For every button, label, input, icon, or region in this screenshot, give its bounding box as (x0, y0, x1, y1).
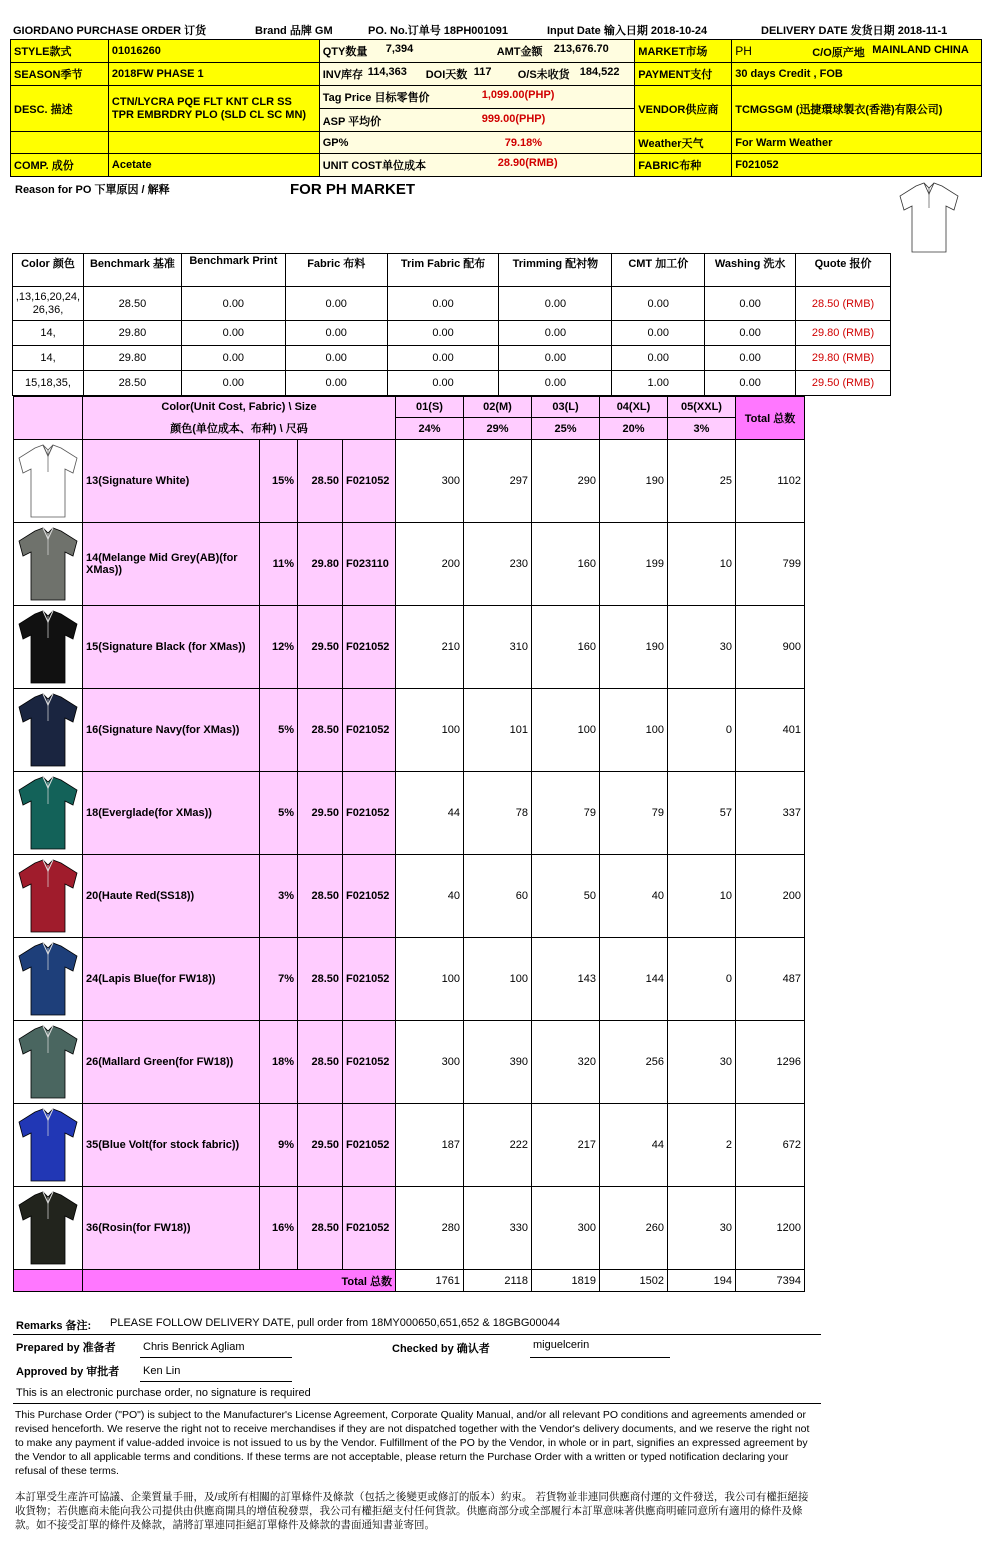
color-name: 24(Lapis Blue(for FW18)) (83, 938, 260, 1021)
size-qty: 143 (532, 938, 600, 1021)
polo-shirt-icon (16, 857, 80, 935)
color-unit-cost: 28.50 (298, 1187, 343, 1270)
color-name: 18(Everglade(for XMas)) (83, 772, 260, 855)
cost-cell: 29.80 (83, 321, 181, 346)
size-qty: 390 (464, 1021, 532, 1104)
polo-sketch-icon (896, 180, 962, 256)
size-qty: 320 (532, 1021, 600, 1104)
doi-label: DOI天数 (425, 69, 468, 81)
color-pct: 11% (260, 523, 298, 606)
company-title: GIORDANO PURCHASE ORDER 订货 (13, 25, 207, 37)
row-total: 799 (736, 523, 805, 606)
payment-label: PAYMENT支付 (635, 63, 732, 86)
color-fabric: F021052 (343, 689, 396, 772)
size-qty: 100 (600, 689, 668, 772)
delivery-date: DELIVERY DATE 发货日期 2018-11-1 (761, 25, 948, 37)
checked-underline (530, 1357, 670, 1358)
size-qty: 44 (396, 772, 464, 855)
color-row (14, 855, 805, 938)
footer-total-xxl: 194 (668, 1270, 736, 1292)
color-pct: 5% (260, 772, 298, 855)
color-row (14, 1187, 805, 1270)
ratio-l: 25% (532, 418, 600, 440)
size-qty: 0 (668, 938, 736, 1021)
cost-cell: 15,18,35, (13, 371, 84, 396)
comp-value: Acetate (108, 154, 319, 177)
cost-table (12, 253, 891, 396)
color-unit-cost: 28.50 (298, 440, 343, 523)
cost-cell: 0.00 (612, 321, 705, 346)
cost-cell: 0.00 (499, 371, 612, 396)
size-header-en: Color(Unit Cost, Fabric) \ Size (83, 397, 396, 418)
ratio-s: 24% (396, 418, 464, 440)
legal-text-en: This Purchase Order ("PO") is subject to the Manufacturer's License Agreement, Corporate Quality Manual, and/or all relevant PO conditions and agreements amended or revised henceforth. We reserve the right not to receive merchandises if they are not dispatched together with the Vendor's delivery documents, and we reserve the right not to make any payment if value-added invoice is not issued to us by the Vendor. Fulfillment of the PO by the Vendor, in whole or in part, signifies an expressed agreement by the Vendor to all applicable terms and conditions. If these terms are not acceptable, please return the Purchase Order with a written or typed notification declaring your refusal of these terms. (15, 1409, 810, 1477)
color-unit-cost: 28.50 (298, 938, 343, 1021)
doi-value: 117 (473, 66, 492, 78)
size-xxl: 05(XXL) (668, 397, 736, 418)
polo-shirt-icon (16, 525, 80, 603)
cost-header-8: Quote 报价 (796, 254, 891, 287)
cost-row (13, 287, 891, 321)
color-fabric: F021052 (343, 440, 396, 523)
size-qty: 190 (600, 606, 668, 689)
cost-row (13, 321, 891, 346)
size-qty: 300 (396, 1021, 464, 1104)
cost-cell: 0.00 (499, 321, 612, 346)
size-qty: 290 (532, 440, 600, 523)
ratio-m: 29% (464, 418, 532, 440)
divider (13, 1334, 821, 1335)
size-qty: 310 (464, 606, 532, 689)
color-name: 13(Signature White) (83, 440, 260, 523)
unit-cost-value: 28.90(RMB) (497, 157, 558, 169)
cost-cell: 0.00 (705, 287, 796, 321)
color-unit-cost: 28.50 (298, 855, 343, 938)
size-qty: 217 (532, 1104, 600, 1187)
size-m: 02(M) (464, 397, 532, 418)
color-name: 35(Blue Volt(for stock fabric)) (83, 1104, 260, 1187)
size-qty: 300 (532, 1187, 600, 1270)
cost-cell: 0.00 (387, 287, 499, 321)
color-name: 15(Signature Black (for XMas)) (83, 606, 260, 689)
approved-underline (140, 1381, 292, 1382)
cost-cell: 0.00 (387, 321, 499, 346)
size-qty: 222 (464, 1104, 532, 1187)
color-row (14, 1021, 805, 1104)
size-qty: 57 (668, 772, 736, 855)
size-qty: 200 (396, 523, 464, 606)
reason-label: Reason for PO 下單原因 / 解释 (15, 184, 170, 196)
color-fabric: F021052 (343, 772, 396, 855)
size-qty: 260 (600, 1187, 668, 1270)
color-pct: 12% (260, 606, 298, 689)
size-breakdown-table (13, 396, 805, 1292)
qty-value: 7,394 (385, 43, 414, 55)
cost-cell: 29.80 (RMB) (796, 346, 891, 371)
cost-header-5: Trimming 配衬物 (499, 254, 612, 287)
checked-label: Checked by 确认者 (392, 1343, 490, 1355)
desc-value: CTN/LYCRA PQE FLT KNT CLR SS TPR EMBRDRY PLO (SLD CL SC MN) (108, 86, 319, 132)
polo-shirt-icon (16, 940, 80, 1018)
size-qty: 101 (464, 689, 532, 772)
color-row (14, 689, 805, 772)
unit-cost-label: UNIT COST单位成本 (322, 160, 426, 172)
size-qty: 40 (600, 855, 668, 938)
inv-value: 114,363 (367, 66, 407, 78)
size-qty: 10 (668, 523, 736, 606)
weather-value: For Warm Weather (732, 132, 982, 154)
size-qty: 199 (600, 523, 668, 606)
po-number: PO. No.订单号 18PH001091 (368, 25, 509, 37)
color-name: 16(Signature Navy(for XMas)) (83, 689, 260, 772)
comp-label: COMP. 成份 (11, 154, 109, 177)
cost-cell: 0.00 (499, 346, 612, 371)
vendor-label: VENDOR供应商 (635, 86, 732, 132)
ratio-xxl: 3% (668, 418, 736, 440)
cost-cell: 0.00 (705, 371, 796, 396)
color-unit-cost: 29.50 (298, 1104, 343, 1187)
color-pct: 9% (260, 1104, 298, 1187)
polo-shirt-icon (16, 774, 80, 852)
color-fabric: F021052 (343, 938, 396, 1021)
size-qty: 100 (532, 689, 600, 772)
color-name: 20(Haute Red(SS18)) (83, 855, 260, 938)
color-unit-cost: 29.50 (298, 772, 343, 855)
co-value: MAINLAND CHINA (872, 44, 969, 56)
cost-cell: 0.00 (705, 321, 796, 346)
fabric-label: FABRIC布种 (635, 154, 732, 177)
asp-value: 999.00(PHP) (481, 113, 546, 125)
reason-value: FOR PH MARKET (290, 181, 415, 198)
approved-label: Approved by 审批者 (16, 1366, 120, 1378)
size-qty: 210 (396, 606, 464, 689)
cost-cell: 0.00 (285, 371, 387, 396)
cost-cell: 14, (13, 321, 84, 346)
vendor-value: TCMGSGM (迅捷環球製衣(香港)有限公司) (732, 86, 982, 132)
cost-header-3: Fabric 布料 (285, 254, 387, 287)
inv-label: INV库存 (322, 69, 364, 81)
market-label: MARKET市场 (635, 40, 732, 63)
footer-total-m: 2118 (464, 1270, 532, 1292)
color-name: 14(Melange Mid Grey(AB)(for XMas)) (83, 523, 260, 606)
size-qty: 230 (464, 523, 532, 606)
row-total: 337 (736, 772, 805, 855)
approved-value: Ken Lin (143, 1365, 181, 1377)
size-qty: 300 (396, 440, 464, 523)
remarks-value: PLEASE FOLLOW DELIVERY DATE, pull order from 18MY000650,651,652 & 18GBG00044 (110, 1317, 561, 1329)
os-value: 184,522 (579, 66, 620, 78)
style-value: 01016260 (108, 40, 319, 63)
cost-row (13, 371, 891, 396)
season-label: SEASON季节 (11, 63, 109, 86)
color-unit-cost: 29.50 (298, 606, 343, 689)
footer-total-l: 1819 (532, 1270, 600, 1292)
cost-row (13, 346, 891, 371)
prepared-underline (140, 1357, 292, 1358)
color-unit-cost: 28.50 (298, 689, 343, 772)
cost-cell: 0.00 (612, 287, 705, 321)
color-fabric: F021052 (343, 1021, 396, 1104)
cost-cell: 28.50 (RMB) (796, 287, 891, 321)
cost-cell: 1.00 (612, 371, 705, 396)
size-qty: 78 (464, 772, 532, 855)
cost-cell: 29.80 (83, 346, 181, 371)
cost-cell: 0.00 (181, 371, 285, 396)
size-qty: 144 (600, 938, 668, 1021)
color-unit-cost: 28.50 (298, 1021, 343, 1104)
cost-cell: 0.00 (181, 321, 285, 346)
polo-shirt-icon (16, 1023, 80, 1101)
footer-total-xl: 1502 (600, 1270, 668, 1292)
ratio-xl: 20% (600, 418, 668, 440)
color-row (14, 938, 805, 1021)
size-qty: 160 (532, 606, 600, 689)
cost-header-0: Color 颜色 (13, 254, 84, 287)
footer-total-label: Total 总数 (83, 1270, 396, 1292)
brand: Brand 品牌 GM (255, 25, 333, 37)
row-total: 1102 (736, 440, 805, 523)
cost-cell: 0.00 (499, 287, 612, 321)
row-total: 900 (736, 606, 805, 689)
size-s: 01(S) (396, 397, 464, 418)
prepared-label: Prepared by 准备者 (16, 1342, 116, 1354)
color-pct: 5% (260, 689, 298, 772)
asp-label: ASP 平均价 (322, 116, 382, 128)
size-qty: 2 (668, 1104, 736, 1187)
input-date: Input Date 输入日期 2018-10-24 (547, 25, 708, 37)
amt-label: AMT金额 (496, 46, 543, 58)
tag-price-value: 1,099.00(PHP) (481, 89, 555, 101)
remarks-label: Remarks 备注: (16, 1320, 92, 1332)
color-name: 36(Rosin(for FW18)) (83, 1187, 260, 1270)
cost-header-4: Trim Fabric 配布 (387, 254, 499, 287)
size-qty: 10 (668, 855, 736, 938)
divider (13, 1403, 821, 1404)
tag-price-label: Tag Price 目标零售价 (322, 92, 430, 104)
cost-cell: 0.00 (387, 346, 499, 371)
color-row (14, 440, 805, 523)
desc-label: DESC. 描述 (11, 86, 109, 132)
size-qty: 30 (668, 606, 736, 689)
fabric-value: F021052 (732, 154, 982, 177)
total-header: Total 总数 (736, 397, 805, 440)
color-pct: 3% (260, 855, 298, 938)
footer-total-s: 1761 (396, 1270, 464, 1292)
size-qty: 79 (600, 772, 668, 855)
cost-header-2: Benchmark Print (181, 254, 285, 287)
cost-cell: 0.00 (181, 346, 285, 371)
market-value: PH (735, 44, 752, 58)
os-label: O/S未收货 (517, 69, 570, 81)
row-total: 401 (736, 689, 805, 772)
footer-grand-total: 7394 (736, 1270, 805, 1292)
polo-shirt-icon (16, 608, 80, 686)
cost-header-6: CMT 加工价 (612, 254, 705, 287)
color-fabric: F021052 (343, 606, 396, 689)
qty-label: QTY数量 (322, 46, 368, 58)
cost-cell: 0.00 (285, 346, 387, 371)
size-qty: 40 (396, 855, 464, 938)
cost-header-7: Washing 洗水 (705, 254, 796, 287)
prepared-value: Chris Benrick Agliam (143, 1341, 245, 1353)
size-qty: 100 (396, 938, 464, 1021)
cost-cell: 28.50 (83, 287, 181, 321)
color-fabric: F023110 (343, 523, 396, 606)
row-total: 200 (736, 855, 805, 938)
size-qty: 190 (600, 440, 668, 523)
color-pct: 15% (260, 440, 298, 523)
polo-shirt-icon (16, 1189, 80, 1267)
color-fabric: F021052 (343, 855, 396, 938)
style-label: STYLE款式 (11, 40, 109, 63)
color-row (14, 772, 805, 855)
size-qty: 25 (668, 440, 736, 523)
polo-shirt-icon (16, 691, 80, 769)
cost-cell: 0.00 (285, 287, 387, 321)
electronic-note: This is an electronic purchase order, no signature is required (16, 1387, 311, 1399)
cost-cell: 0.00 (705, 346, 796, 371)
color-fabric: F021052 (343, 1187, 396, 1270)
size-qty: 100 (396, 689, 464, 772)
cost-cell: 0.00 (285, 321, 387, 346)
payment-value: 30 days Credit , FOB (732, 63, 982, 86)
color-pct: 18% (260, 1021, 298, 1104)
weather-label: Weather天气 (635, 132, 732, 154)
size-qty: 50 (532, 855, 600, 938)
cost-cell: 29.50 (RMB) (796, 371, 891, 396)
size-qty: 187 (396, 1104, 464, 1187)
cost-cell: 14, (13, 346, 84, 371)
row-total: 672 (736, 1104, 805, 1187)
polo-shirt-icon (16, 442, 80, 520)
cost-cell: ,13,16,20,24, 26,36, (13, 287, 84, 321)
cost-cell: 0.00 (387, 371, 499, 396)
size-qty: 280 (396, 1187, 464, 1270)
cost-cell: 0.00 (612, 346, 705, 371)
color-pct: 16% (260, 1187, 298, 1270)
size-qty: 30 (668, 1187, 736, 1270)
row-total: 1200 (736, 1187, 805, 1270)
size-qty: 0 (668, 689, 736, 772)
size-qty: 330 (464, 1187, 532, 1270)
cost-cell: 29.80 (RMB) (796, 321, 891, 346)
color-row (14, 606, 805, 689)
size-qty: 297 (464, 440, 532, 523)
size-qty: 44 (600, 1104, 668, 1187)
color-fabric: F021052 (343, 1104, 396, 1187)
cost-header-1: Benchmark 基准 (83, 254, 181, 287)
season-value: 2018FW PHASE 1 (108, 63, 319, 86)
checked-value: miguelcerin (533, 1339, 590, 1351)
legal-text-cn: 本訂單受生產許可協議、企業質量手冊，及/或所有相關的訂單條件及條款（包括之後變更或修訂的版本）約束。 若貨物並非連同供應商付運的文件發送，我公司有權拒絕接收貨物；若供應商未能向我公司提供由供應商開具的增值稅發票，我公司有權拒絕支付任何貨款。供應商部分或全部履行本訂單意味著供應商明確同意所有適用的條件及條款。如不接受訂單的條件及條款，請將訂單連同拒絕訂單條件及條款的書面通知書並寄回。 (15, 1491, 809, 1531)
color-unit-cost: 29.80 (298, 523, 343, 606)
size-xl: 04(XL) (600, 397, 668, 418)
size-qty: 100 (464, 938, 532, 1021)
size-qty: 79 (532, 772, 600, 855)
color-name: 26(Mallard Green(for FW18)) (83, 1021, 260, 1104)
row-total: 487 (736, 938, 805, 1021)
size-qty: 256 (600, 1021, 668, 1104)
color-pct: 7% (260, 938, 298, 1021)
polo-shirt-icon (16, 1106, 80, 1184)
row-total: 1296 (736, 1021, 805, 1104)
info-table (10, 39, 982, 177)
size-l: 03(L) (532, 397, 600, 418)
color-row (14, 1104, 805, 1187)
size-header-cn: 颜色(单位成本、布种) \ 尺码 (83, 418, 396, 440)
size-qty: 30 (668, 1021, 736, 1104)
gp-value: 79.18% (504, 136, 543, 149)
gp-label: GP% (322, 136, 349, 149)
co-label: C/O原产地 (812, 47, 865, 59)
amt-value: 213,676.70 (553, 43, 609, 55)
cost-cell: 0.00 (181, 287, 285, 321)
size-qty: 160 (532, 523, 600, 606)
color-row (14, 523, 805, 606)
size-qty: 60 (464, 855, 532, 938)
cost-cell: 28.50 (83, 371, 181, 396)
